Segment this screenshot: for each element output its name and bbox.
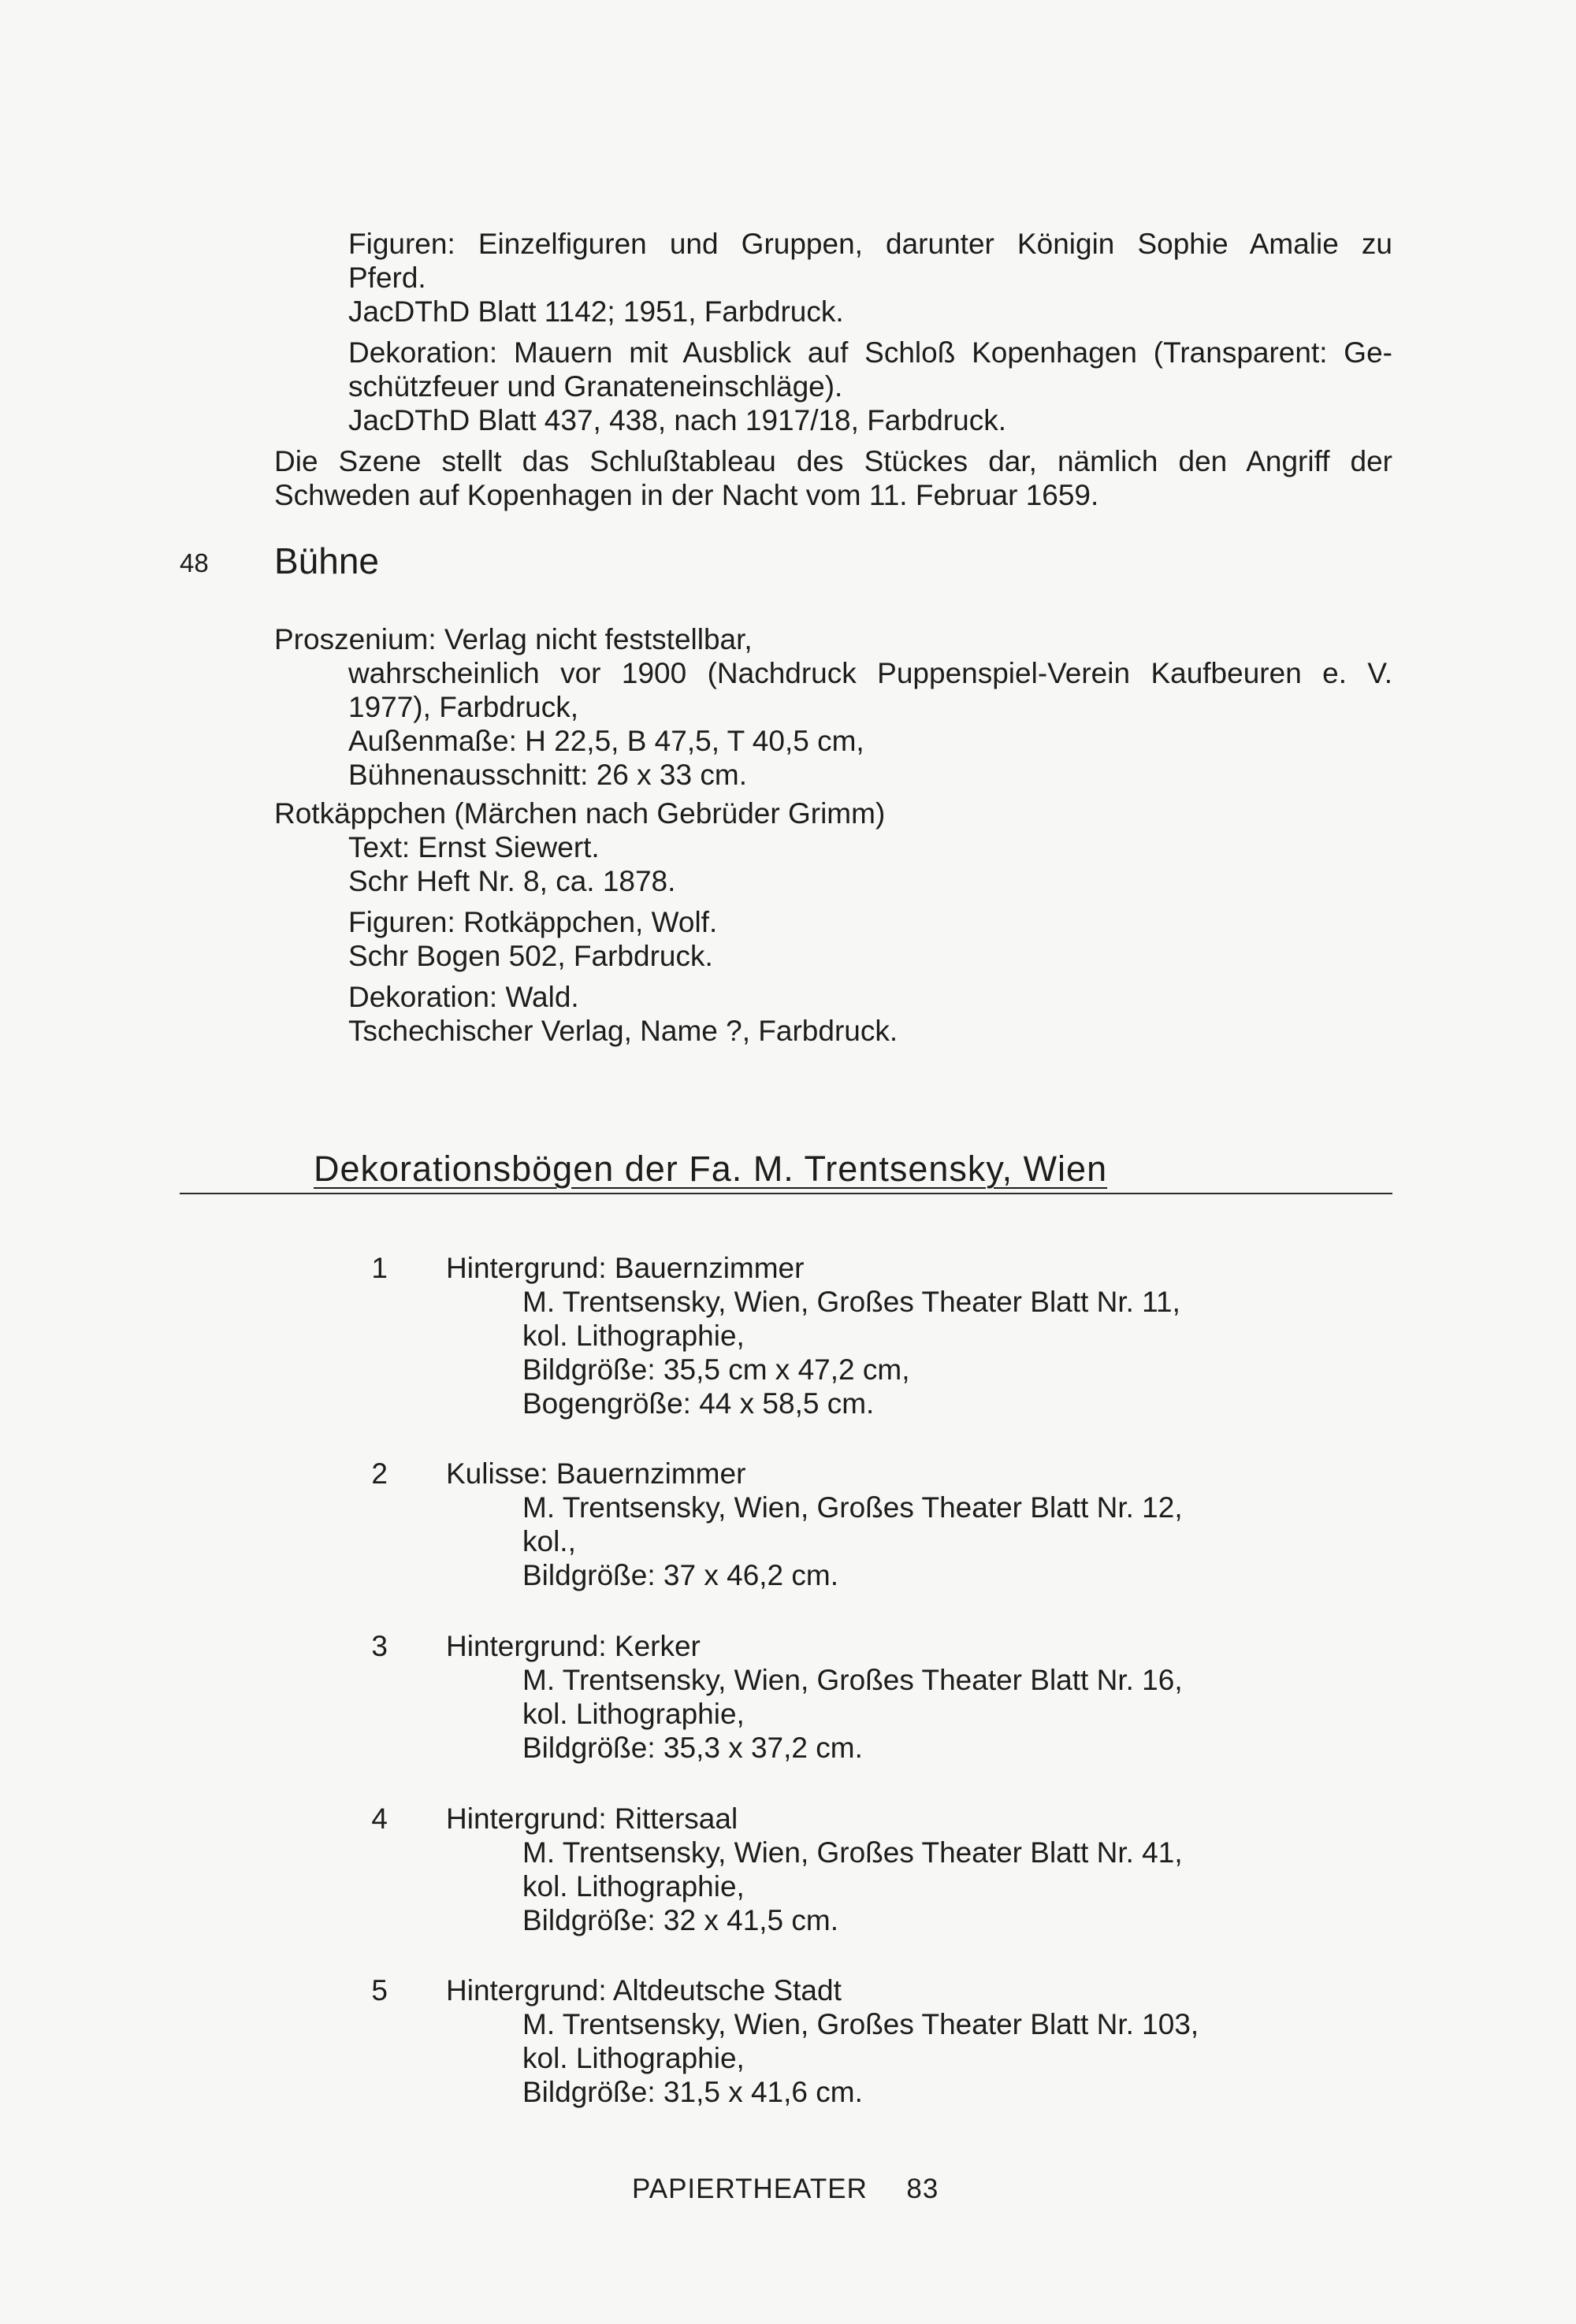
proscenium-line: Außenmaße: H 22,5, B 47,5, T 40,5 cm, xyxy=(348,725,864,757)
entry-title: Hintergrund: Bauernzimmer xyxy=(446,1252,805,1284)
catalog-title: Dekorationsbögen der Fa. M. Trentsensky, Wien xyxy=(314,1149,1108,1189)
running-footer xyxy=(632,2172,939,2206)
intro-line: JacDThD Blatt 1142; 1951, Farbdruck. xyxy=(348,295,844,328)
entry-detail: M. Trentsensky, Wien, Großes Theater Blatt Nr. 12, xyxy=(522,1491,1183,1524)
entry-number: 3 xyxy=(371,1630,388,1662)
play-line: Text: Ernst Siewert. xyxy=(348,831,600,863)
entry-detail: Bildgröße: 31,5 x 41,6 cm. xyxy=(522,2076,863,2108)
entry-detail: kol. Lithographie, xyxy=(522,2042,745,2074)
entry-number: 2 xyxy=(371,1457,388,1490)
running-title: PAPIERTHEATER xyxy=(632,2174,868,2204)
entry-detail: Bildgröße: 35,3 x 37,2 cm. xyxy=(522,1732,863,1764)
intro-line: Figuren: Einzelfiguren und Gruppen, darunter Königin Sophie Amalie zu xyxy=(348,228,1392,260)
title-rule xyxy=(180,1193,1392,1194)
entry-number: 5 xyxy=(371,1974,388,2007)
play-line: Figuren: Rotkäppchen, Wolf. xyxy=(348,906,718,938)
entry-detail: M. Trentsensky, Wien, Großes Theater Blatt Nr. 103, xyxy=(522,2008,1199,2040)
entry-title: Hintergrund: Kerker xyxy=(446,1630,701,1662)
entry-detail: M. Trentsensky, Wien, Großes Theater Blatt Nr. 41, xyxy=(522,1836,1183,1869)
proscenium-line: 1977), Farbdruck, xyxy=(348,691,579,723)
play-line: Schr Heft Nr. 8, ca. 1878. xyxy=(348,865,676,897)
entry-detail: M. Trentsensky, Wien, Großes Theater Blatt Nr. 11, xyxy=(522,1286,1180,1318)
entry-detail: kol. Lithographie, xyxy=(522,1870,745,1903)
entry-detail: Bildgröße: 37 x 46,2 cm. xyxy=(522,1559,839,1591)
entry-detail: M. Trentsensky, Wien, Großes Theater Blatt Nr. 16, xyxy=(522,1664,1183,1696)
entry-detail: Bildgröße: 32 x 41,5 cm. xyxy=(522,1904,839,1936)
entry-title: Kulisse: Bauernzimmer xyxy=(446,1457,746,1490)
entry-detail: Bogengröße: 44 x 58,5 cm. xyxy=(522,1387,875,1420)
intro-line: Pferd. xyxy=(348,262,426,294)
section-number: 48 xyxy=(180,548,209,577)
entry-detail: kol., xyxy=(522,1525,576,1557)
play-line: Schr Bogen 502, Farbdruck. xyxy=(348,940,713,972)
play-title: Rotkäppchen (Märchen nach Gebrüder Grimm) xyxy=(274,797,886,830)
entry-detail: kol. Lithographie, xyxy=(522,1698,745,1730)
intro-line: Dekoration: Mauern mit Ausblick auf Schloß Kopenhagen (Transparent: Ge- xyxy=(348,336,1392,369)
scene-description-line: Die Szene stellt das Schlußtableau des Stückes dar, nämlich den Angriff der xyxy=(274,445,1392,477)
play-line: Tschechischer Verlag, Name ?, Farbdruck. xyxy=(348,1015,898,1047)
section-heading: Bühne xyxy=(274,540,380,581)
proscenium-line: Proszenium: Verlag nicht feststellbar, xyxy=(274,623,753,655)
entry-title: Hintergrund: Altdeutsche Stadt xyxy=(446,1974,842,2007)
play-line: Dekoration: Wald. xyxy=(348,981,579,1013)
intro-line: schützfeuer und Granateneinschläge). xyxy=(348,370,843,403)
proscenium-line: wahrscheinlich vor 1900 (Nachdruck Puppenspiel-Verein Kaufbeuren e. V. xyxy=(348,657,1392,689)
intro-line: JacDThD Blatt 437, 438, nach 1917/18, Farbdruck. xyxy=(348,404,1007,436)
entry-detail: Bildgröße: 35,5 cm x 47,2 cm, xyxy=(522,1353,910,1386)
proscenium-line: Bühnenausschnitt: 26 x 33 cm. xyxy=(348,759,747,791)
entry-number: 1 xyxy=(371,1252,388,1284)
scene-description-line: Schweden auf Kopenhagen in der Nacht vom 11. Februar 1659. xyxy=(274,479,1099,511)
entry-title: Hintergrund: Rittersaal xyxy=(446,1802,738,1835)
entry-number: 4 xyxy=(371,1802,388,1835)
entry-detail: kol. Lithographie, xyxy=(522,1320,745,1352)
page-number: 83 xyxy=(906,2174,939,2204)
